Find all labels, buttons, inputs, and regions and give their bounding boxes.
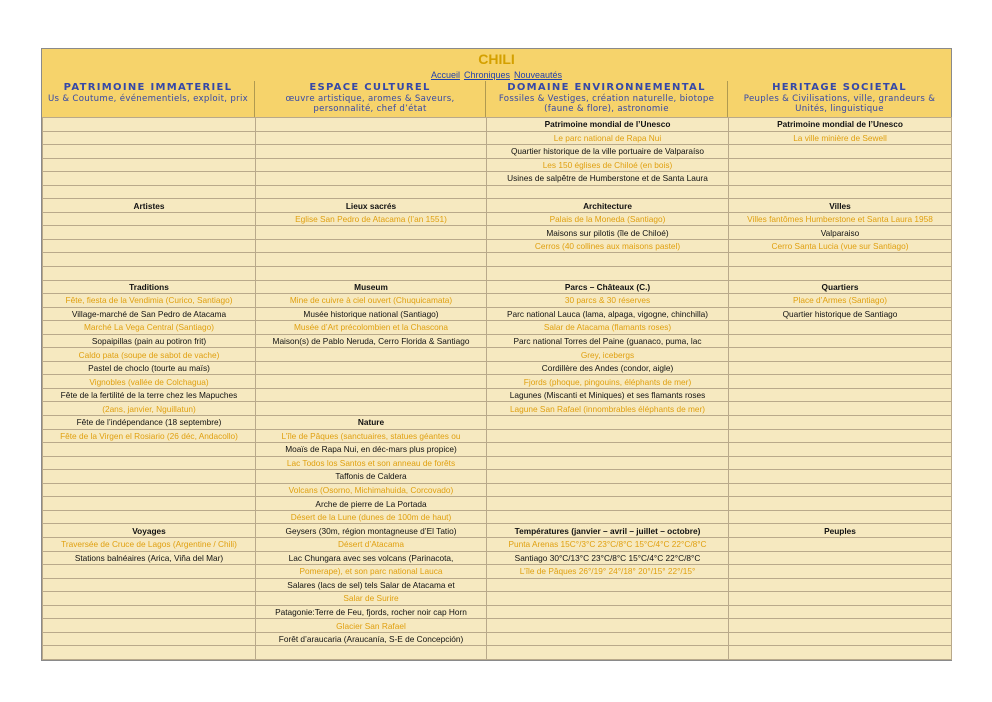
table-cell <box>487 578 729 592</box>
table-cell <box>43 172 256 186</box>
nav-nouveautes-link[interactable]: Nouveautés <box>514 70 563 80</box>
table-cell: Quartiers <box>729 280 952 294</box>
table-cell <box>729 348 952 362</box>
table-cell <box>43 239 256 253</box>
table-row <box>43 361 952 375</box>
category-domaine-environnemental <box>486 81 728 117</box>
table-cell <box>256 388 487 402</box>
table-row <box>43 239 952 253</box>
table-cell <box>256 361 487 375</box>
table-cell: Taffonis de Caldera <box>256 470 487 484</box>
table-cell <box>487 619 729 633</box>
table-cell: Musée d’Art précolombien et la Chascona <box>256 321 487 335</box>
table-cell <box>487 429 729 443</box>
table-row <box>43 118 952 132</box>
table-cell <box>729 565 952 579</box>
table-cell <box>729 172 952 186</box>
table-cell <box>43 443 256 457</box>
table-cell: Fête de la fertilité de la terre chez les Mapuches <box>43 388 256 402</box>
table-cell <box>43 212 256 226</box>
table-cell: Villes fantômes Humberstone et Santa Laura 1958 <box>729 212 952 226</box>
table-cell <box>729 578 952 592</box>
table-row <box>43 212 952 226</box>
table-row <box>43 375 952 389</box>
table-cell <box>43 267 256 281</box>
category-title: ESPACE CULTUREL <box>309 82 431 93</box>
table-row <box>43 619 952 633</box>
table-cell <box>256 646 487 660</box>
table-cell <box>729 605 952 619</box>
table-cell: Peuples <box>729 524 952 538</box>
table-cell <box>729 267 952 281</box>
table-cell <box>487 267 729 281</box>
table-cell <box>43 118 256 132</box>
table-cell <box>487 483 729 497</box>
table-row <box>43 443 952 457</box>
table-cell: Températures (janvier – avril – juillet – octobre) <box>487 524 729 538</box>
table-row <box>43 646 952 660</box>
table-cell: Patrimoine mondial de l’Unesco <box>487 118 729 132</box>
table-cell: Geysers (30m, région montagneuse d’El Tatio) <box>256 524 487 538</box>
table-cell: Caldo pata (soupe de sabot de vache) <box>43 348 256 362</box>
table-cell: La ville minière de Sewell <box>729 131 952 145</box>
table-row <box>43 253 952 267</box>
category-heritage-societal <box>728 81 951 117</box>
table-cell <box>256 267 487 281</box>
table-cell: Patrimoine mondial de l’Unesco <box>729 118 952 132</box>
table-cell <box>729 375 952 389</box>
category-patrimoine-immateriel <box>42 81 255 117</box>
category-subtitle: Fossiles & Vestiges, création naturelle, biotope (faune & flore), astronomie <box>498 94 715 114</box>
table-cell <box>729 470 952 484</box>
table-cell: Musée historique national (Santiago) <box>256 307 487 321</box>
table-row <box>43 294 952 308</box>
table-cell: Quartier historique de Santiago <box>729 307 952 321</box>
category-title: HERITAGE SOCIETAL <box>772 82 907 93</box>
table-cell <box>256 402 487 416</box>
table-row <box>43 402 952 416</box>
nav-links <box>42 70 951 81</box>
page-title-text: CHILI <box>478 51 515 67</box>
table-cell: Quartier historique de la ville portuaire de Valparaíso <box>487 145 729 159</box>
table-cell <box>729 334 952 348</box>
table-cell <box>487 416 729 430</box>
table-cell: Mine de cuivre à ciel ouvert (Chuquicamata) <box>256 294 487 308</box>
table-row <box>43 321 952 335</box>
table-cell <box>487 456 729 470</box>
table-cell <box>487 632 729 646</box>
table-cell <box>487 470 729 484</box>
table-cell: Grey, icebergs <box>487 348 729 362</box>
table-cell <box>43 605 256 619</box>
category-espace-culturel <box>255 81 486 117</box>
table-cell: Marché La Vega Central (Santiago) <box>43 321 256 335</box>
table-cell: Eglise San Pedro de Atacama (l’an 1551) <box>256 212 487 226</box>
table-cell: Désert d’Atacama <box>256 537 487 551</box>
table-cell <box>256 348 487 362</box>
table-cell <box>43 470 256 484</box>
table-row <box>43 537 952 551</box>
table-cell <box>256 131 487 145</box>
table-cell: Glacier San Rafael <box>256 619 487 633</box>
table-cell: Parc national Lauca (lama, alpaga, vigogne, chinchilla) <box>487 307 729 321</box>
table-cell <box>256 185 487 199</box>
table-cell: L’île de Pâques (sanctuaires, statues géantes ou <box>256 429 487 443</box>
table-cell: Lieux sacrés <box>256 199 487 213</box>
table-cell <box>729 551 952 565</box>
table-cell <box>487 510 729 524</box>
table-cell: Place d’Armes (Santiago) <box>729 294 952 308</box>
table-cell <box>487 185 729 199</box>
table-row <box>43 578 952 592</box>
table-cell: Fête de la Virgen el Rosiario (26 déc, Andacollo) <box>43 429 256 443</box>
table-row <box>43 429 952 443</box>
table-cell: Traditions <box>43 280 256 294</box>
table-row <box>43 199 952 213</box>
table-cell <box>43 497 256 511</box>
table-row <box>43 185 952 199</box>
table-cell <box>43 619 256 633</box>
table-cell: Maisons sur pilotis (île de Chiloé) <box>487 226 729 240</box>
table-row <box>43 158 952 172</box>
table-row <box>43 172 952 186</box>
table-cell: Stations balnéaires (Arica, Viña del Mar) <box>43 551 256 565</box>
table-cell: Les 150 églises de Chiloé (en bois) <box>487 158 729 172</box>
table-cell <box>487 253 729 267</box>
table-cell <box>256 239 487 253</box>
category-header-row <box>42 81 951 117</box>
table-row <box>43 145 952 159</box>
table-cell: Cordillère des Andes (condor, aigle) <box>487 361 729 375</box>
table-cell <box>729 497 952 511</box>
table-row <box>43 307 952 321</box>
table-cell <box>729 443 952 457</box>
table-cell <box>43 158 256 172</box>
table-row <box>43 510 952 524</box>
table-cell <box>256 253 487 267</box>
table-cell: Vignobles (vallée de Colchagua) <box>43 375 256 389</box>
table-cell <box>43 253 256 267</box>
table-cell: Punta Arenas 15C°/3°C 23°C/8°C 15°C/4°C 22°C/8°C <box>487 537 729 551</box>
category-subtitle: œuvre artistique, aromes & Saveurs, personnalité, chef d’état <box>285 94 455 114</box>
table-cell <box>729 158 952 172</box>
category-subtitle: Peuples & Civilisations, ville, grandeurs & Unités, linguistique <box>743 94 936 114</box>
table-cell: Fête, fiesta de la Vendimia (Curico, Santiago) <box>43 294 256 308</box>
table-cell: Artistes <box>43 199 256 213</box>
table-cell <box>729 592 952 606</box>
table-cell: Le parc national de Rapa Nui <box>487 131 729 145</box>
table-cell: Sopaipillas (pain au potiron frit) <box>43 334 256 348</box>
table-row <box>43 592 952 606</box>
table-cell: (2ans, janvier, Nguillatun) <box>43 402 256 416</box>
table-row <box>43 348 952 362</box>
table-cell: Maison(s) de Pablo Neruda, Cerro Florida & Santiago <box>256 334 487 348</box>
table-cell: Cerro Santa Lucia (vue sur Santiago) <box>729 239 952 253</box>
table-cell: Fjords (phoque, pingouins, éléphants de mer) <box>487 375 729 389</box>
table-cell: Nature <box>256 416 487 430</box>
table-cell: Lagunes (Miscanti et Miniques) et ses flamants roses <box>487 388 729 402</box>
table-cell: Volcans (Osorno, Michimahuida, Corcovado) <box>256 483 487 497</box>
table-cell: Lagune San Rafael (innombrables éléphants de mer) <box>487 402 729 416</box>
table-cell <box>43 483 256 497</box>
table-cell <box>256 145 487 159</box>
table-cell <box>43 131 256 145</box>
table-cell <box>729 632 952 646</box>
table-row <box>43 456 952 470</box>
table-row <box>43 551 952 565</box>
table-cell: Museum <box>256 280 487 294</box>
table-cell: Santiago 30°C/13°C 23°C/8°C 15°C/4°C 22°C/8°C <box>487 551 729 565</box>
table-cell <box>729 646 952 660</box>
table-cell: L’île de Pâques 26°/19° 24°/18° 20°/15° 22°/15° <box>487 565 729 579</box>
category-title: PATRIMOINE IMMATERIEL <box>63 82 233 93</box>
table-cell <box>43 145 256 159</box>
table-cell <box>729 185 952 199</box>
table-cell: Désert de la Lune (dunes de 100m de haut) <box>256 510 487 524</box>
table-cell: Forêt d’araucaria (Araucanía, S-E de Concepción) <box>256 632 487 646</box>
table-cell <box>43 510 256 524</box>
table-cell <box>729 456 952 470</box>
table-cell <box>729 537 952 551</box>
table-cell <box>256 226 487 240</box>
table-row <box>43 131 952 145</box>
table-cell <box>729 388 952 402</box>
table-cell: Usines de salpêtre de Humberstone et de Santa Laura <box>487 172 729 186</box>
table-cell: Architecture <box>487 199 729 213</box>
table-cell <box>729 361 952 375</box>
table-row <box>43 605 952 619</box>
table-row <box>43 470 952 484</box>
table-cell: Arche de pierre de La Portada <box>256 497 487 511</box>
table-row <box>43 483 952 497</box>
table-cell <box>729 483 952 497</box>
table-row <box>43 334 952 348</box>
table-cell <box>487 646 729 660</box>
table-cell: Villes <box>729 199 952 213</box>
table-row <box>43 497 952 511</box>
table-row <box>43 388 952 402</box>
table-cell: Valparaiso <box>729 226 952 240</box>
content-table <box>42 117 952 660</box>
table-cell: Village-marché de San Pedro de Atacama <box>43 307 256 321</box>
table-cell: Cerros (40 collines aux maisons pastel) <box>487 239 729 253</box>
table-cell: Moaïs de Rapa Nui, en déc-mars plus propice) <box>256 443 487 457</box>
table-cell <box>729 510 952 524</box>
table-row <box>43 565 952 579</box>
table-cell <box>487 605 729 619</box>
table-row <box>43 524 952 538</box>
table-cell <box>729 321 952 335</box>
table-cell <box>256 375 487 389</box>
table-cell: Traversée de Cruce de Lagos (Argentine / Chili) <box>43 537 256 551</box>
table-cell: Salares (lacs de sel) tels Salar de Atacama et <box>256 578 487 592</box>
table-cell: 30 parcs & 30 réserves <box>487 294 729 308</box>
table-cell: Salar de Surire <box>256 592 487 606</box>
table-cell <box>43 565 256 579</box>
table-cell <box>43 456 256 470</box>
table-cell <box>729 416 952 430</box>
table-cell <box>256 172 487 186</box>
table-row <box>43 267 952 281</box>
table-cell: Fête de l’indépendance (18 septembre) <box>43 416 256 430</box>
table-row <box>43 280 952 294</box>
table-cell <box>729 145 952 159</box>
table-cell <box>43 592 256 606</box>
table-row <box>43 632 952 646</box>
table-cell <box>487 443 729 457</box>
table-cell: Parc national Torres del Paine (guanaco, puma, lac <box>487 334 729 348</box>
category-subtitle: Us & Coutume, événementiels, exploit, prix <box>47 94 249 104</box>
table-row <box>43 226 952 240</box>
table-cell <box>729 402 952 416</box>
table-cell: Pastel de choclo (tourte au maïs) <box>43 361 256 375</box>
table-cell <box>43 632 256 646</box>
chili-sheet <box>41 48 952 661</box>
nav-accueil-link[interactable]: Accueil <box>430 70 460 80</box>
table-cell <box>43 185 256 199</box>
table-cell <box>43 578 256 592</box>
table-cell <box>729 253 952 267</box>
table-cell: Lac Todos los Santos et son anneau de forêts <box>256 456 487 470</box>
table-cell <box>487 592 729 606</box>
table-cell: Patagonie:Terre de Feu, fjords, rocher noir cap Horn <box>256 605 487 619</box>
table-cell: Lac Chungara avec ses volcans (Parinacota, <box>256 551 487 565</box>
page-title <box>42 49 951 70</box>
table-cell: Voyages <box>43 524 256 538</box>
table-cell <box>729 429 952 443</box>
table-cell: Parcs – Châteaux (C.) <box>487 280 729 294</box>
table-row <box>43 416 952 430</box>
table-cell <box>43 226 256 240</box>
table-cell: Palais de la Moneda (Santiago) <box>487 212 729 226</box>
table-cell <box>729 619 952 633</box>
table-cell: Pomerape), et son parc national Lauca <box>256 565 487 579</box>
table-cell <box>256 118 487 132</box>
table-cell: Salar de Atacama (flamants roses) <box>487 321 729 335</box>
table-cell <box>487 497 729 511</box>
table-cell <box>43 646 256 660</box>
table-cell <box>256 158 487 172</box>
nav-chroniques-link[interactable]: Chroniques <box>463 70 510 80</box>
category-title: DOMAINE ENVIRONNEMENTAL <box>507 82 706 93</box>
